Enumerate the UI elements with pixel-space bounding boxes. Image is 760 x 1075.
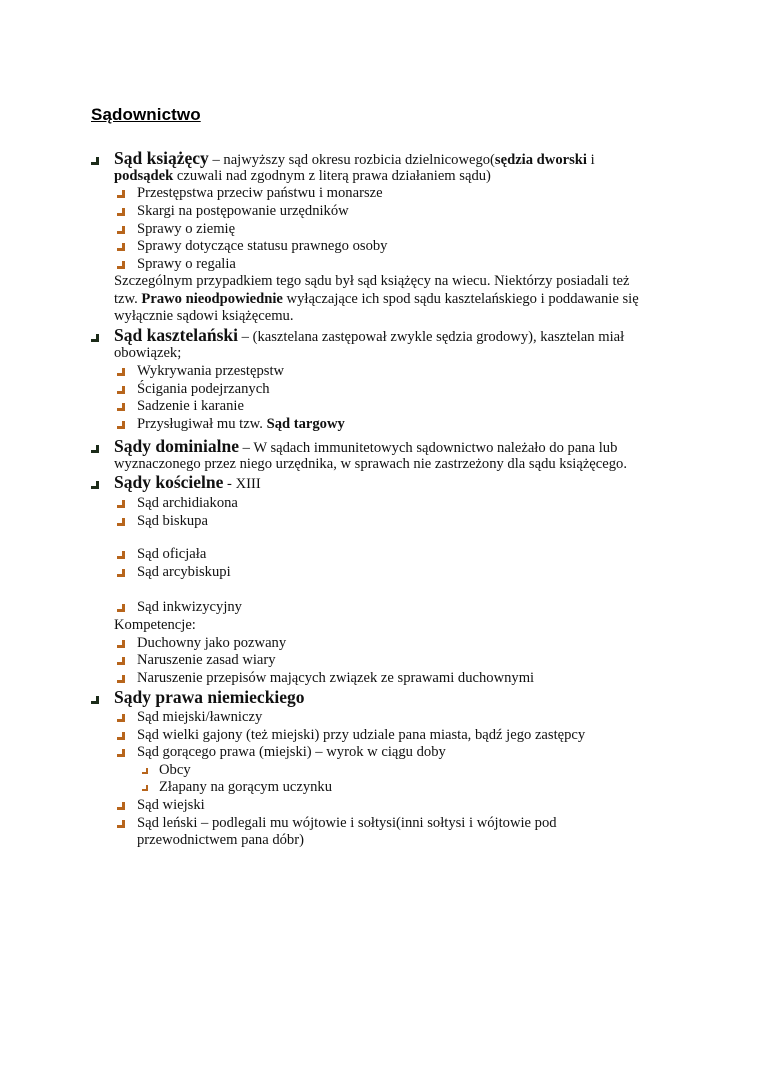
note-text: wyłącznie sądowi książęcemu.: [114, 308, 294, 324]
sub-list-item: Złapany na gorącym uczynku: [159, 779, 333, 795]
section-heading: Sądy kościelne: [114, 472, 224, 492]
level2-bullet-icon: [117, 569, 125, 577]
section-text: – W sądach immunitetowych sądownictwo należało do pana lub: [238, 440, 618, 456]
list-item: Sadzenie i karanie: [137, 398, 244, 414]
section-text: - XIII: [223, 476, 261, 492]
note-text: Szczególnym przypadkiem tego sądu był sąd książęcy na wiecu. Niektórzy posiadali też: [114, 273, 630, 289]
bold-term: Sąd targowy: [266, 416, 345, 432]
level3-bullet-icon: [142, 768, 148, 774]
section-heading-line: [114, 438, 617, 457]
sub-list-item: Obcy: [159, 762, 191, 778]
note-text: tzw.: [114, 291, 142, 307]
list-item: Sąd gorącego prawa (miejski) – wyrok w ciągu doby: [137, 744, 446, 760]
level2-bullet-icon: [117, 551, 125, 559]
level2-bullet-icon: [117, 820, 125, 828]
level2-bullet-icon: [117, 802, 125, 810]
list-item: Naruszenie zasad wiary: [137, 652, 276, 668]
section-heading-line: [114, 150, 595, 169]
list-item: Sąd oficjała: [137, 546, 207, 562]
level2-bullet-icon: [117, 657, 125, 665]
level1-bullet-icon: [91, 157, 99, 165]
section-text: obowiązek;: [114, 345, 182, 361]
section-heading: Sąd kasztelański: [114, 325, 238, 345]
list-item: Skargi na postępowanie urzędników: [137, 203, 349, 219]
list-item: Duchowny jako pozwany: [137, 635, 287, 651]
list-item-continuation: przewodnictwem pana dóbr): [137, 832, 304, 848]
list-item: Sąd wielki gajony (też miejski) przy udziale pana miasta, bądź jego zastępcy: [137, 727, 586, 743]
note-text: wyłączające ich spod sądu kasztelańskiego i poddawanie się: [282, 291, 639, 307]
list-item: Naruszenie przepisów mających związek ze sprawami duchownymi: [137, 670, 535, 686]
list-item: Sąd inkwizycyjny: [137, 599, 242, 615]
section-heading: Sądy dominialne: [114, 436, 239, 456]
list-item: Sprawy o ziemię: [137, 221, 236, 237]
section-heading: Sąd książęcy: [114, 148, 209, 168]
list-item: Sprawy dotyczące statusu prawnego osoby: [137, 238, 388, 254]
level1-bullet-icon: [91, 445, 99, 453]
list-item: Sąd arcybiskupi: [137, 564, 231, 580]
level2-bullet-icon: [117, 675, 125, 683]
list-item: Sąd miejski/ławniczy: [137, 709, 263, 725]
level2-bullet-icon: [117, 518, 125, 526]
level1-bullet-icon: [91, 334, 99, 342]
level2-bullet-icon: [117, 714, 125, 722]
level2-bullet-icon: [117, 226, 125, 234]
level2-bullet-icon: [117, 368, 125, 376]
note-text-line: [114, 291, 639, 308]
section-text: wyznaczonego przez niego urzędnika, w sprawach nie zastrzeżony dla sądu książęcego.: [114, 456, 627, 472]
list-item-text: Przysługiwał mu tzw.: [137, 416, 267, 432]
bold-term: podsądek: [114, 168, 174, 184]
level3-bullet-icon: [142, 785, 148, 791]
level2-bullet-icon: [117, 386, 125, 394]
level2-bullet-icon: [117, 732, 125, 740]
section-heading: Sądy prawa niemieckiego: [114, 687, 305, 707]
section-heading-line: [114, 327, 624, 346]
level1-bullet-icon: [91, 696, 99, 704]
list-item: Sąd biskupa: [137, 513, 208, 529]
section-text: – (kasztelana zastępował zwykle sędzia grodowy), kasztelan miał: [238, 329, 625, 345]
level2-bullet-icon: [117, 749, 125, 757]
list-item: Sąd leński – podlegali mu wójtowie i sołtysi(inni sołtysi i wójtowie pod: [137, 815, 557, 831]
section-heading-line: [114, 474, 261, 493]
section-text: czuwali nad zgodnym z literą prawa działaniem sądu): [173, 168, 491, 184]
section-text: i: [586, 152, 595, 168]
level2-bullet-icon: [117, 604, 125, 612]
section-text: – najwyższy sąd okresu rozbicia dzielnicowego(: [208, 152, 495, 168]
bold-term: Prawo nieodpowiednie: [141, 291, 283, 307]
level2-bullet-icon: [117, 190, 125, 198]
sublabel: Kompetencje:: [114, 617, 196, 633]
level2-bullet-icon: [117, 421, 125, 429]
list-item: Sąd wiejski: [137, 797, 205, 813]
section-heading-line: [114, 689, 305, 706]
level2-bullet-icon: [117, 403, 125, 411]
level2-bullet-icon: [117, 208, 125, 216]
list-item: Przestępstwa przeciw państwu i monarsze: [137, 185, 383, 201]
level2-bullet-icon: [117, 500, 125, 508]
list-item: [137, 416, 345, 433]
list-item: Ścigania podejrzanych: [137, 381, 270, 397]
bold-term: sędzia dworski: [494, 152, 587, 168]
page-title: Sądownictwo: [91, 105, 201, 124]
level2-bullet-icon: [117, 243, 125, 251]
list-item: Sąd archidiakona: [137, 495, 238, 511]
level1-bullet-icon: [91, 481, 99, 489]
level2-bullet-icon: [117, 640, 125, 648]
list-item: Wykrywania przestępstw: [137, 363, 285, 379]
list-item: Sprawy o regalia: [137, 256, 236, 272]
section-text-line: [114, 168, 491, 185]
level2-bullet-icon: [117, 261, 125, 269]
